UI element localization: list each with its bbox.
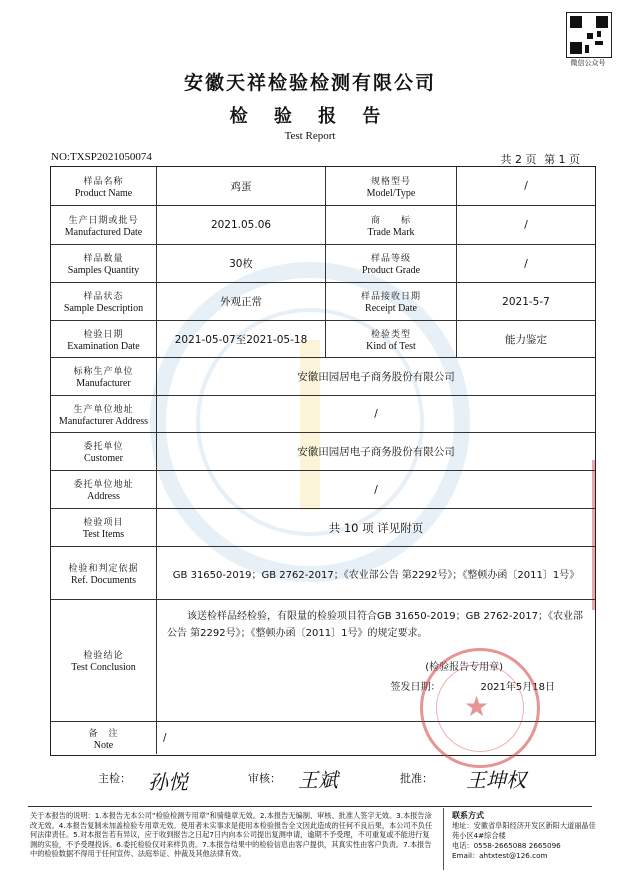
label-manufacturer: 标称生产单位 Manufacturer [51, 358, 157, 395]
seal-star-icon: ★ [464, 690, 490, 723]
table-row [51, 167, 595, 206]
value-customer: 安徽田园居电子商务股份有限公司 [297, 446, 455, 458]
value-receipt-date: 2021-5-7 [502, 295, 550, 308]
value-product-name: 鸡蛋 [230, 180, 252, 193]
value-description: 外观正常 [220, 296, 262, 308]
value-model: / [524, 180, 528, 192]
table-row [51, 547, 595, 600]
label-grade: 样品等级 Product Grade [325, 245, 457, 282]
label-quantity: 样品数量 Samples Quantity [51, 245, 157, 282]
issue-date-label: 签发日期： [390, 682, 441, 693]
label-mfr-address: 生产单位地址 Manufacturer Address [51, 396, 157, 432]
value-grade: / [524, 257, 528, 270]
side-seam-stamp [592, 460, 620, 610]
value-exam-date: 2021-05-07至2021-05-18 [174, 333, 308, 346]
value-note: / [163, 732, 167, 744]
table-row [51, 471, 595, 509]
qr-code [566, 12, 612, 58]
value-test-items: 共 10 项 详见附页 [328, 520, 424, 535]
label-exam-date: 检验日期 Examination Date [51, 321, 157, 357]
footer-contact [452, 811, 602, 861]
label-receipt-date: 样品接收日期 Receipt Date [325, 283, 457, 320]
value-kind-of-test: 能力鉴定 [505, 333, 547, 346]
seal-note: (检验报告专用章) [425, 662, 503, 673]
table-row [51, 283, 595, 321]
chief-label: 主检： [98, 772, 131, 785]
label-product-name: 样品名称 Product Name [51, 167, 157, 205]
total-pages: 共 2 页 [500, 153, 537, 166]
label-description: 样品状态 Sample Description [51, 283, 157, 320]
table-row [51, 321, 595, 358]
issue-date-value: 2021年5月18日 [480, 682, 555, 693]
footer-notice: 关于本报告的说明：1.本报告无本公司“检验检测专用章”和骑缝章无效。2.本报告无编制、审核、批准人签字无效。3.本报告涂改无效。4.本报告复制未加盖检验专用章无效。使用者未实事求是使用本检验报告全文因此造成的任何不良后果，本公司不负任何法律责任。5.对本报告若有异议，应于收到报告之日起7日内向本公司提出复测申请，逾期不予受理，不可重复或不能进行复测的实验，不予受理投诉。6.委托检验仅对来样负责。7.本报告结果中的检验信息由客户提供，其真实性由客户负责。7.本报告中的检验数据不得用于任何宣传、法庭举证、仲裁及其他法律有效。 [30, 811, 433, 859]
report-title-en: Test Report [284, 130, 336, 142]
label-kind-of-test: 检验类型 Kind of Test [325, 321, 457, 357]
current-page: 第 1 页 [544, 153, 580, 166]
footer-vertical-divider [443, 808, 444, 870]
label-trade-mark: 商 标 Trade Mark [325, 206, 457, 244]
approve-label: 批准： [400, 772, 433, 785]
label-ref-docs: 检验和判定依据 Ref. Documents [51, 547, 157, 599]
review-signature: 王斌 [298, 768, 338, 792]
value-quantity: 30枚 [229, 258, 253, 270]
value-trade-mark: / [524, 219, 528, 231]
footer-divider [28, 806, 592, 807]
label-address: 委托单位地址 Address [51, 471, 157, 508]
table-row [51, 206, 595, 245]
table-row [51, 245, 595, 283]
chief-signature: 孙悦 [148, 770, 188, 794]
value-address: / [374, 483, 378, 496]
label-customer: 委托单位 Customer [51, 433, 157, 470]
value-mfr-address: / [374, 408, 378, 420]
label-note: 备 注 Note [51, 722, 157, 754]
approve-signature: 王坤权 [466, 768, 526, 792]
value-ref-docs: GB 31650-2019；GB 2762-2017；《农业部公告 第2292号》；《整顿办函〔2011〕1号》 [172, 569, 580, 581]
table-row [51, 396, 595, 433]
contact-email: Email：ahtxtest@126.com [452, 851, 548, 860]
label-model: 规格型号 Model/Type [325, 167, 457, 205]
conclusion-text: 该送检样品经检验，有限量的检验项目符合GB 31650-2019；GB 2762-2017；《农业部公告 第2292号》；《整顿办函〔2011〕1号》的规定要求。 [167, 611, 583, 639]
table-row [51, 358, 595, 396]
report-title: 检 验 报 告 [229, 106, 391, 127]
table-row [51, 433, 595, 471]
label-mfg-date: 生产日期或批号 Manufactured Date [51, 206, 157, 244]
qr-caption: 微信公众号 [570, 59, 606, 67]
contact-address: 地址：安徽省阜阳经济开发区新阳大道丽晶佳苑小区4#综合楼 [452, 821, 596, 840]
report-number: NO:TXSP2021050074 [51, 151, 152, 163]
company-name: 安徽天祥检验检测有限公司 [183, 72, 436, 94]
contact-phone: 电话：0558-2665088 2665096 [452, 841, 561, 850]
table-row [51, 509, 595, 547]
value-manufacturer: 安徽田园居电子商务股份有限公司 [297, 371, 455, 383]
page-indicator [497, 151, 581, 167]
signature-row [0, 770, 620, 800]
label-test-items: 检验项目 Test Items [51, 509, 157, 546]
value-mfg-date: 2021.05.06 [210, 219, 272, 231]
label-conclusion: 检验结论 Test Conclusion [51, 600, 157, 721]
review-label: 审核： [248, 772, 281, 785]
contact-title: 联系方式 [452, 811, 484, 820]
